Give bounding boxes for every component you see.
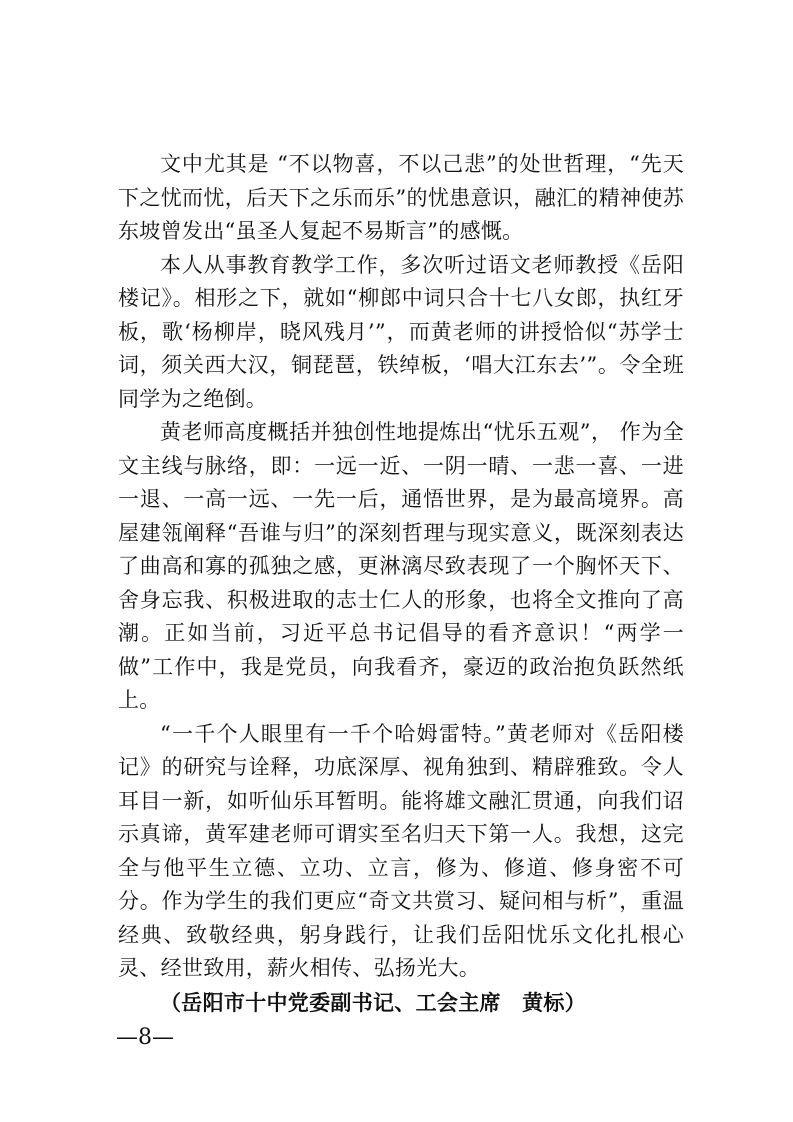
paragraph-3: 黄老师高度概括并独创性地提炼出“忧乐五观”， 作为全文主线与脉络，即：一远一近、一阴一晴、一悲一喜、一进一退、一高一远、一先一后，通悟世界，是为最高境界。高屋建瓴阐释“吾谁与归”的深刻哲理与现实意义，既深刻表达了曲高和寡的孤独之感，更淋漓尽致表现了一个胸怀天下、舍身忘我、积极进取的志士仁人的形象，也将全文推向了高潮。正如当前，习近平总书记倡导的看齐意识！“两学一做”工作中，我是党员，向我看齐，豪迈的政治抱负跃然纸上。 xyxy=(118,420,684,712)
paragraph-4: “一千个人眼里有一千个哈姆雷特。”黄老师对《岳阳楼记》的研究与诠释，功底深厚、视角独到、精辟雅致。令人耳目一新，如听仙乐耳暂明。能将雄文融汇贯通，向我们诏示真谛，黄军建老师可谓实至名归天下第一人。我想，这完全与他平生立德、立功、立言，修为、修道、修身密不可分。作为学生的我们更应“奇文共赏习、疑问相与析”，重温经典、致敬经典，躬身践行，让我们岳阳忧乐文化扎根心灵、经世致用，薪火相传、弘扬光大。 xyxy=(118,721,684,980)
page-number: —8— xyxy=(116,1025,174,1050)
article-body xyxy=(118,148,684,1019)
paragraph-2: 本人从事教育教学工作，多次听过语文老师教授《岳阳楼记》。相形之下，就如“柳郎中词只合十七八女郎，执红牙板，歌‘杨柳岸，晓风残月’”，而黄老师的讲授恰似“苏学士词，须关西大汉，铜琵琶，铁绰板，‘唱大江东去’”。令全班同学为之绝倒。 xyxy=(118,252,684,411)
author-attribution: （岳阳市十中党委副书记、工会主席 黄标） xyxy=(160,989,586,1015)
paragraph-1: 文中尤其是 “不以物喜，不以己悲”的处世哲理，“先天下之忧而忧，后天下之乐而乐”的忧患意识，融汇的精神使苏东坡曾发出“虽圣人复起不易斯言”的感慨。 xyxy=(118,152,684,243)
